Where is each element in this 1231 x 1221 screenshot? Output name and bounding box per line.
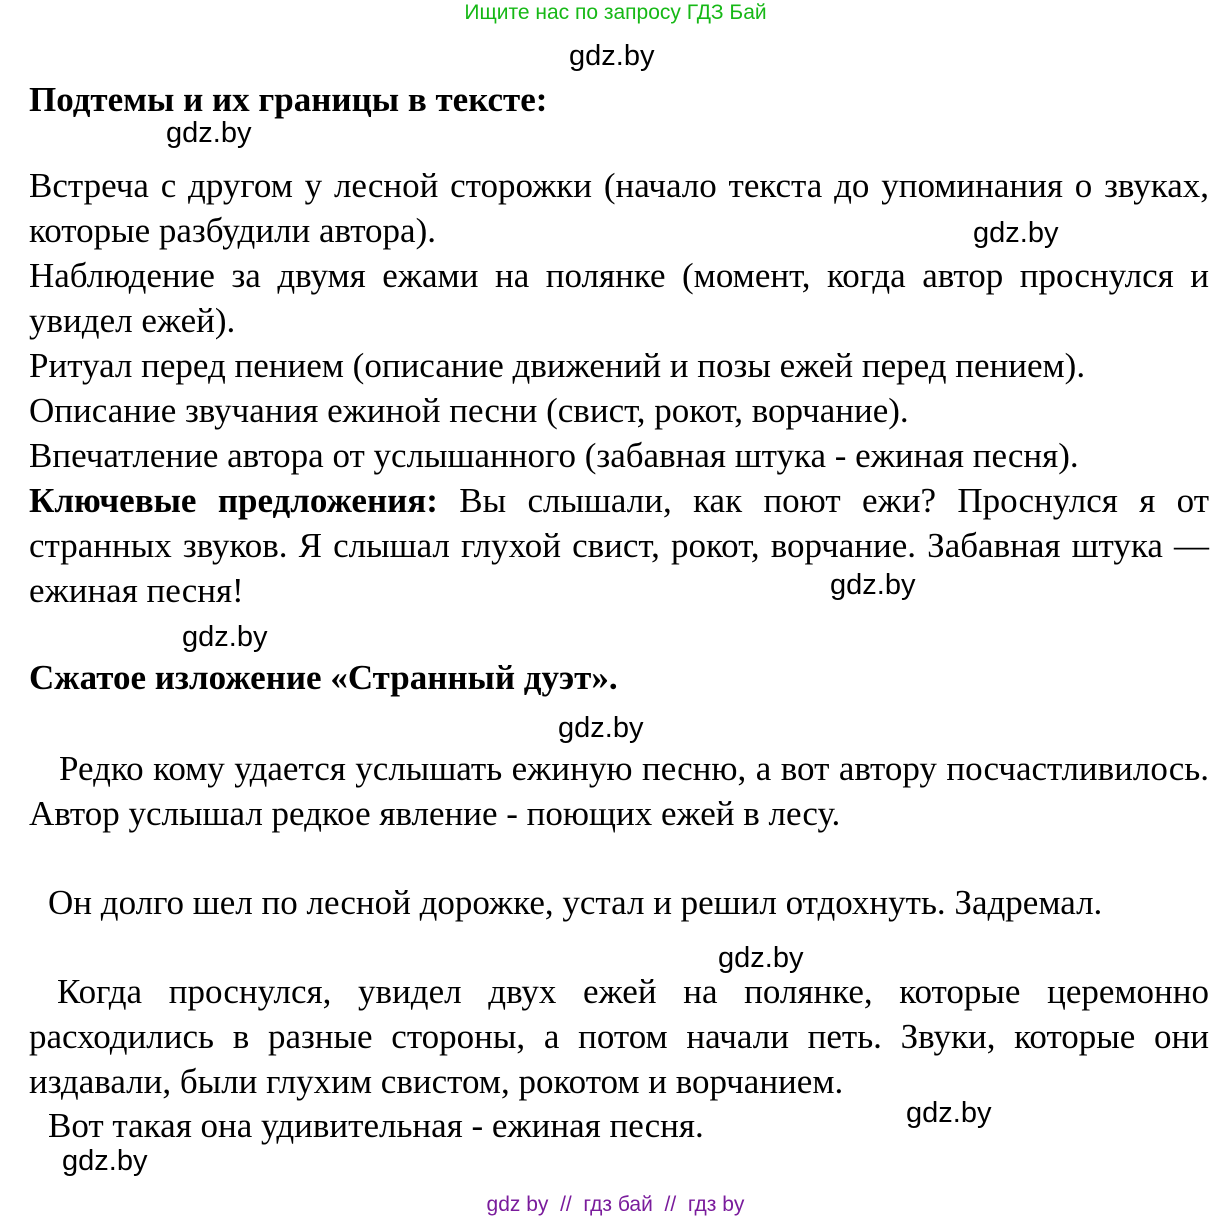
subtopic-item: Описание звучания ежиной песни (свист, рокот, ворчание). — [29, 391, 909, 430]
watermark: gdz.by — [558, 712, 644, 744]
subtopic-item: Ритуал перед пением (описание движений и позы ежей перед пением). — [29, 346, 1086, 385]
summary-paragraph: Он долго шел по лесной дорожке, устал и решил отдохнуть. Задремал. — [48, 883, 1103, 922]
watermark: gdz.by — [569, 40, 655, 72]
top-banner: Ищите нас по запросу ГДЗ Бай — [464, 1, 767, 24]
summary-paragraph: Редко кому удается услышать ежиную песню, а вот автору посчастливилось. Автор услышал редкое явление - поющих ежей в лесу. — [29, 749, 1209, 833]
section-heading-summary: Сжатое изложение «Странный дуэт». — [29, 658, 618, 697]
summary-paragraph: Когда проснулся, увидел двух ежей на полянке, которые церемонно расходились в разные стороны, а потом начали петь. Звуки, которые они издавали, были глухим свистом, рокотом и ворчанием. — [29, 972, 1209, 1101]
key-sentences-label: Ключевые предложения: — [29, 481, 438, 520]
watermark: gdz.by — [830, 569, 916, 601]
watermark: gdz.by — [718, 942, 804, 974]
section-heading-subtopics: Подтемы и их границы в тексте: — [29, 80, 548, 119]
subtopic-item: Встреча с другом у лесной сторожки (начало текста до упоминания о звуках, которые разбудили автора). — [29, 166, 1209, 250]
subtopic-item: Впечатление автора от услышанного (забавная штука - ежиная песня). — [29, 436, 1079, 475]
watermark: gdz.by — [166, 117, 252, 149]
watermark: gdz.by — [62, 1145, 148, 1177]
watermark: gdz.by — [973, 217, 1059, 249]
bottom-banner: gdz by // гдз бай // гдз by — [486, 1193, 745, 1216]
summary-paragraph: Вот такая она удивительная - ежиная песня. — [48, 1106, 704, 1145]
watermark: gdz.by — [182, 621, 268, 653]
watermark: gdz.by — [906, 1097, 992, 1129]
key-sentences-paragraph — [29, 478, 1209, 613]
subtopic-item: Наблюдение за двумя ежами на полянке (момент, когда автор проснулся и увидел ежей). — [29, 256, 1209, 340]
key-sentences-text: Вы слышали, как поют ежи? Проснулся я от странных звуков. Я слышал глухой свист, рокот, ворчание. Забавная штука — ежиная песня! — [29, 481, 1209, 610]
